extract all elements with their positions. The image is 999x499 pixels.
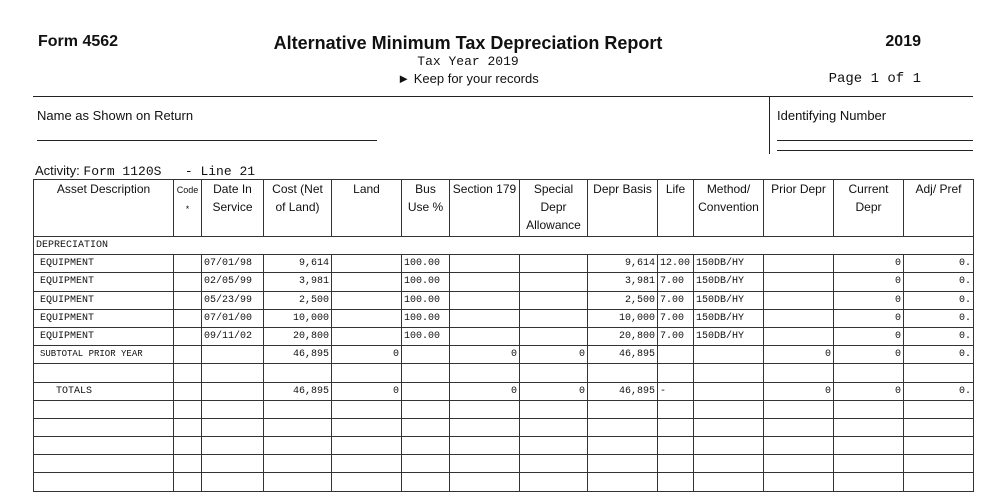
empty-cell <box>202 473 264 491</box>
totals-bus <box>402 382 450 400</box>
col-depr-basis: Depr Basis <box>588 180 658 237</box>
cell-adj-pref: 0. <box>904 255 974 273</box>
empty-cell <box>520 437 588 455</box>
empty-cell <box>202 455 264 473</box>
cell-adj-pref: 0. <box>904 291 974 309</box>
col-method-convention: Method/ Convention <box>694 180 764 237</box>
subtotal-code <box>174 346 202 364</box>
subtotal-bus <box>402 346 450 364</box>
empty-cell <box>694 437 764 455</box>
empty-cell <box>332 455 402 473</box>
id-label: Identifying Number <box>777 108 887 123</box>
cell-life: 7.00 <box>658 273 694 291</box>
col-code-label: Code <box>176 185 199 195</box>
name-label: Name as Shown on Return <box>37 108 194 123</box>
report-title: Alternative Minimum Tax Depreciation Report <box>273 33 663 53</box>
empty-row <box>34 473 974 491</box>
empty-cell <box>450 455 520 473</box>
empty-row <box>34 437 974 455</box>
keep-note: ► Keep for your records <box>397 71 539 86</box>
cell-cost: 9,614 <box>264 255 332 273</box>
totals-current: 0 <box>834 382 904 400</box>
empty-cell <box>694 400 764 418</box>
cell-land <box>332 273 402 291</box>
cell-section-179 <box>450 291 520 309</box>
cell-date-in-service: 07/01/00 <box>202 309 264 327</box>
totals-date <box>202 382 264 400</box>
empty-cell <box>764 437 834 455</box>
empty-cell <box>588 437 658 455</box>
subtotal-current: 0 <box>834 346 904 364</box>
cell-adj-pref: 0. <box>904 309 974 327</box>
cell-bus-use: 100.00 <box>402 273 450 291</box>
table-row <box>34 327 974 345</box>
cell-cost: 2,500 <box>264 291 332 309</box>
cell-asset-description: EQUIPMENT <box>34 273 174 291</box>
empty-cell <box>834 418 904 436</box>
blank-row <box>34 364 974 382</box>
cell-adj-pref: 0. <box>904 327 974 345</box>
subtotal-method <box>694 346 764 364</box>
totals-life: - <box>658 382 694 400</box>
empty-cell <box>658 473 694 491</box>
empty-cell <box>588 418 658 436</box>
empty-cell <box>904 437 974 455</box>
cell-date-in-service: 09/11/02 <box>202 327 264 345</box>
empty-cell <box>694 455 764 473</box>
cell-special-allowance <box>520 327 588 345</box>
empty-cell <box>764 400 834 418</box>
empty-cell <box>402 455 450 473</box>
col-adj-pref: Adj/ Pref <box>904 180 974 237</box>
totals-label: TOTALS <box>34 382 174 400</box>
id-field[interactable] <box>777 140 973 141</box>
cell-depr-basis: 10,000 <box>588 309 658 327</box>
field-divider <box>769 96 770 154</box>
cell-cost: 3,981 <box>264 273 332 291</box>
cell-land <box>332 327 402 345</box>
cell-life: 7.00 <box>658 291 694 309</box>
activity-value: Form 1120S - Line 21 <box>83 164 256 179</box>
empty-cell <box>834 437 904 455</box>
cell-asset-description: EQUIPMENT <box>34 255 174 273</box>
empty-cell <box>520 418 588 436</box>
subtotal-adj: 0. <box>904 346 974 364</box>
cell-prior-depr <box>764 327 834 345</box>
cell-prior-depr <box>764 291 834 309</box>
cell-section-179 <box>450 327 520 345</box>
cell-method-convention: 150DB/HY <box>694 309 764 327</box>
empty-cell <box>402 437 450 455</box>
cell-asset-description: EQUIPMENT <box>34 291 174 309</box>
subtotal-life <box>658 346 694 364</box>
cell-section-179 <box>450 255 520 273</box>
empty-cell <box>450 400 520 418</box>
cell-prior-depr <box>764 273 834 291</box>
cell-special-allowance <box>520 273 588 291</box>
cell-section-179 <box>450 273 520 291</box>
cell-current-depr: 0 <box>834 291 904 309</box>
subtotal-label: SUBTOTAL PRIOR YEAR <box>34 346 174 364</box>
empty-cell <box>34 473 174 491</box>
cell-method-convention: 150DB/HY <box>694 255 764 273</box>
col-life: Life <box>658 180 694 237</box>
empty-row <box>34 455 974 473</box>
empty-cell <box>520 400 588 418</box>
cell-adj-pref: 0. <box>904 273 974 291</box>
table-header-row <box>34 180 974 237</box>
page-indicator: Page 1 of 1 <box>828 71 921 87</box>
activity-line <box>35 163 255 179</box>
cell-depr-basis: 2,500 <box>588 291 658 309</box>
empty-rows <box>34 400 974 491</box>
empty-cell <box>332 400 402 418</box>
subtotal-basis: 46,895 <box>588 346 658 364</box>
cell-code <box>174 309 202 327</box>
empty-cell <box>402 418 450 436</box>
empty-cell <box>332 473 402 491</box>
totals-section: 0 <box>450 382 520 400</box>
section-label: DEPRECIATION <box>34 237 974 255</box>
activity-label: Activity: <box>35 163 80 178</box>
empty-cell <box>834 455 904 473</box>
subtotal-row <box>34 346 974 364</box>
empty-cell <box>904 418 974 436</box>
empty-cell <box>264 455 332 473</box>
empty-cell <box>264 473 332 491</box>
cell-prior-depr <box>764 255 834 273</box>
cell-cost: 10,000 <box>264 309 332 327</box>
cell-special-allowance <box>520 309 588 327</box>
report-year: 2019 <box>885 33 921 50</box>
asset-rows <box>34 255 974 346</box>
cell-prior-depr <box>764 309 834 327</box>
col-land: Land <box>332 180 402 237</box>
form-number: Form 4562 <box>38 33 119 50</box>
cell-date-in-service: 02/05/99 <box>202 273 264 291</box>
subtotal-section: 0 <box>450 346 520 364</box>
cell-code <box>174 255 202 273</box>
subtotal-date <box>202 346 264 364</box>
subtotal-cost: 46,895 <box>264 346 332 364</box>
cell-date-in-service: 05/23/99 <box>202 291 264 309</box>
empty-row <box>34 418 974 436</box>
empty-row <box>34 400 974 418</box>
cell-code <box>174 273 202 291</box>
empty-cell <box>588 455 658 473</box>
empty-cell <box>34 437 174 455</box>
cell-special-allowance <box>520 291 588 309</box>
cell-current-depr: 0 <box>834 309 904 327</box>
empty-cell <box>694 418 764 436</box>
cell-land <box>332 309 402 327</box>
empty-cell <box>34 455 174 473</box>
empty-cell <box>264 418 332 436</box>
table-row <box>34 291 974 309</box>
empty-cell <box>202 400 264 418</box>
col-section-179: Section 179 <box>450 180 520 237</box>
table-row <box>34 309 974 327</box>
table-row <box>34 273 974 291</box>
cell-method-convention: 150DB/HY <box>694 273 764 291</box>
empty-cell <box>658 437 694 455</box>
cell-code <box>174 327 202 345</box>
col-prior-depr: Prior Depr <box>764 180 834 237</box>
empty-cell <box>174 455 202 473</box>
cell-life: 7.00 <box>658 327 694 345</box>
empty-cell <box>520 455 588 473</box>
empty-cell <box>402 473 450 491</box>
cell-current-depr: 0 <box>834 273 904 291</box>
cell-method-convention: 150DB/HY <box>694 291 764 309</box>
col-code <box>174 180 202 237</box>
empty-cell <box>764 418 834 436</box>
totals-special: 0 <box>520 382 588 400</box>
tax-year: Tax Year 2019 <box>417 54 519 69</box>
empty-cell <box>174 418 202 436</box>
totals-code <box>174 382 202 400</box>
empty-cell <box>658 455 694 473</box>
col-date-in-service: Date In Service <box>202 180 264 237</box>
empty-cell <box>904 400 974 418</box>
totals-row <box>34 382 974 400</box>
empty-cell <box>764 455 834 473</box>
empty-cell <box>202 418 264 436</box>
name-field[interactable] <box>37 140 377 141</box>
cell-asset-description: EQUIPMENT <box>34 309 174 327</box>
cell-current-depr: 0 <box>834 255 904 273</box>
id-field-rule <box>777 150 973 151</box>
cell-land <box>332 255 402 273</box>
empty-cell <box>264 437 332 455</box>
col-current-depr: Current Depr <box>834 180 904 237</box>
empty-cell <box>202 437 264 455</box>
cell-depr-basis: 9,614 <box>588 255 658 273</box>
empty-cell <box>174 437 202 455</box>
cell-life: 12.00 <box>658 255 694 273</box>
empty-cell <box>402 400 450 418</box>
cell-land <box>332 291 402 309</box>
cell-cost: 20,800 <box>264 327 332 345</box>
cell-depr-basis: 20,800 <box>588 327 658 345</box>
cell-bus-use: 100.00 <box>402 327 450 345</box>
empty-cell <box>904 455 974 473</box>
subtotal-prior: 0 <box>764 346 834 364</box>
totals-basis: 46,895 <box>588 382 658 400</box>
cell-bus-use: 100.00 <box>402 255 450 273</box>
cell-bus-use: 100.00 <box>402 309 450 327</box>
totals-prior: 0 <box>764 382 834 400</box>
empty-cell <box>588 400 658 418</box>
empty-cell <box>174 473 202 491</box>
empty-cell <box>332 437 402 455</box>
totals-cost: 46,895 <box>264 382 332 400</box>
cell-method-convention: 150DB/HY <box>694 327 764 345</box>
empty-cell <box>520 473 588 491</box>
header-rule <box>33 96 973 97</box>
empty-cell <box>834 473 904 491</box>
col-cost: Cost (Net of Land) <box>264 180 332 237</box>
empty-cell <box>904 473 974 491</box>
empty-cell <box>174 400 202 418</box>
col-code-star: * <box>185 204 190 214</box>
cell-bus-use: 100.00 <box>402 291 450 309</box>
cell-depr-basis: 3,981 <box>588 273 658 291</box>
section-row <box>34 237 974 255</box>
table-row <box>34 255 974 273</box>
cell-special-allowance <box>520 255 588 273</box>
cell-current-depr: 0 <box>834 327 904 345</box>
col-asset-description: Asset Description <box>34 180 174 237</box>
subtotal-land: 0 <box>332 346 402 364</box>
depreciation-table <box>33 179 974 492</box>
cell-section-179 <box>450 309 520 327</box>
empty-cell <box>450 473 520 491</box>
totals-method <box>694 382 764 400</box>
empty-cell <box>764 473 834 491</box>
empty-cell <box>34 418 174 436</box>
empty-cell <box>694 473 764 491</box>
cell-code <box>174 291 202 309</box>
empty-cell <box>834 400 904 418</box>
empty-cell <box>588 473 658 491</box>
totals-land: 0 <box>332 382 402 400</box>
empty-cell <box>332 418 402 436</box>
cell-life: 7.00 <box>658 309 694 327</box>
cell-date-in-service: 07/01/98 <box>202 255 264 273</box>
col-special-allowance: Special Depr Allowance <box>520 180 588 237</box>
empty-cell <box>658 400 694 418</box>
totals-adj: 0. <box>904 382 974 400</box>
subtotal-special: 0 <box>520 346 588 364</box>
empty-cell <box>450 418 520 436</box>
empty-cell <box>34 400 174 418</box>
empty-cell <box>450 437 520 455</box>
empty-cell <box>658 418 694 436</box>
col-bus-use: Bus Use % <box>402 180 450 237</box>
cell-asset-description: EQUIPMENT <box>34 327 174 345</box>
empty-cell <box>264 400 332 418</box>
